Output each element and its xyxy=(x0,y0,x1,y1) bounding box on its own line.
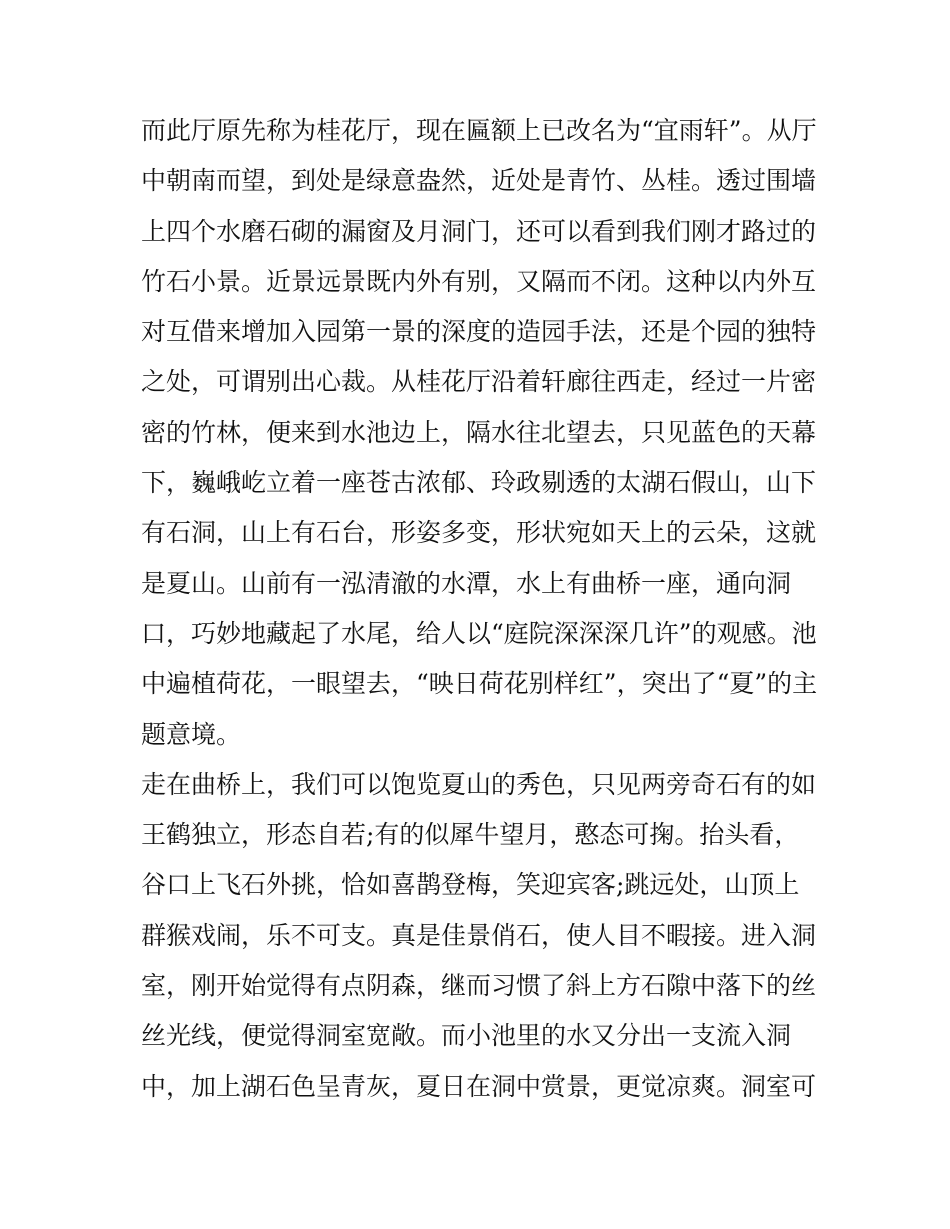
text-line: 是夏山。山前有一泓清澈的水潭，水上有曲桥一座，通向洞 xyxy=(141,568,792,598)
text-line: 走在曲桥上，我们可以饱览夏山的秀色，只见两旁奇石有的如 xyxy=(141,769,817,799)
text-line: 口，巧妙地藏起了水尾，给人以“庭院深深深几许”的观感。池 xyxy=(141,618,817,648)
text-line: 上四个水磨石砌的漏窗及月洞门，还可以看到我们刚才路过的 xyxy=(141,216,817,246)
text-line: 密的竹林，便来到水池边上，隔水往北望去，只见蓝色的天幕 xyxy=(141,417,817,447)
text-line: 群猴戏闹，乐不可支。真是佳景俏石，使人目不暇接。进入洞 xyxy=(141,920,817,950)
text-line: 而此厅原先称为桂花厅，现在匾额上已改名为“宜雨轩”。从厅 xyxy=(141,116,817,145)
text-line: 中朝南而望，到处是绿意盎然，近处是青竹、丛桂。透过围墙 xyxy=(141,166,817,196)
text-line: 下，巍峨屹立着一座苍古浓郁、玲政剔透的太湖石假山，山下 xyxy=(141,468,817,498)
text-line: 室，刚开始觉得有点阴森，继而习惯了斜上方石隙中落下的丝 xyxy=(141,971,817,1001)
text-line: 对互借来增加入园第一景的深度的造园手法，还是个园的独特 xyxy=(141,317,817,347)
text-line: 王鹤独立，形态自若;有的似犀牛望月，憨态可掬。抬头看， xyxy=(141,820,800,850)
text-line: 丝光线，便觉得洞室宽敞。而小池里的水又分出一支流入洞 xyxy=(141,1021,792,1051)
text-line: 中遍植荷花，一眼望去，“映日荷花别样红”，突出了“夏”的主 xyxy=(141,669,818,699)
body-text xyxy=(141,106,821,1112)
text-line: 题意境。 xyxy=(141,719,242,749)
text-line: 竹石小景。近景远景既内外有别，又隔而不闭。这种以内外互 xyxy=(141,266,817,296)
text-line: 中，加上湖石色呈青灰，夏日在洞中赏景，更觉凉爽。洞室可 xyxy=(141,1071,817,1101)
text-line: 谷口上飞石外挑，恰如喜鹊登梅，笑迎宾客;跳远处，山顶上 xyxy=(141,870,800,900)
text-line: 之处，可谓别出心裁。从桂花厅沿着轩廊往西走，经过一片密 xyxy=(141,367,817,397)
text-line: 有石洞，山上有石台，形姿多变，形状宛如天上的云朵，这就 xyxy=(141,518,817,548)
